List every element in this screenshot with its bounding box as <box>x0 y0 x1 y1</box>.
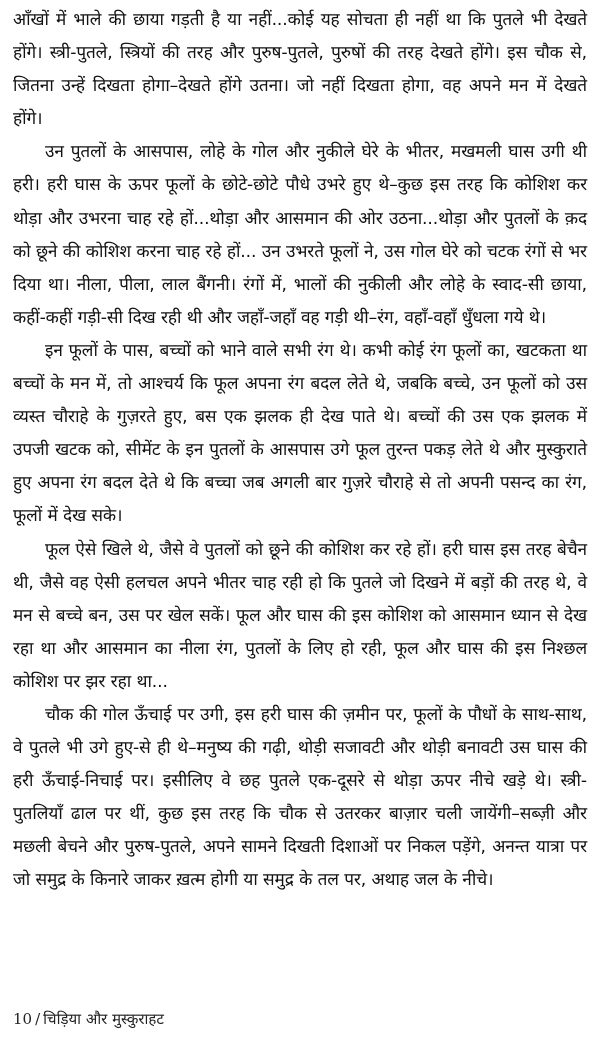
page-body <box>13 4 587 898</box>
page-number: 10 <box>13 1010 33 1028</box>
paragraph-3: इन फूलों के पास, बच्चों को भाने वाले सभी रंग थे। कभी कोई रंग फूलों का, खटकता था बच्चों के मन में, तो आश्चर्य कि फूल अपना रंग बदल लेते थे, जबकि बच्चे, उन फूलों को उस व्यस्त चौराहे के गुज़रते हुए, बस एक झलक ही देख पाते थे। बच्चों की उस एक झलक में उपजी खटक को, सीमेंट के इन पुतलों के आसपास उगे फूल तुरन्त पकड़ लेते थे और मुस्कुराते हुए अपना रंग बदल देते थे कि बच्चा जब अगली बार गुज़रे चौराहे से तो अपनी पसन्द का रंग, फूलों में देख सके। <box>13 340 587 527</box>
footer-separator: / <box>35 1010 41 1028</box>
paragraph-4: फूल ऐसे खिले थे, जैसे वे पुतलों को छूने की कोशिश कर रहे हों। हरी घास इस तरह बेचैन थी, जैसे वह ऐसी हलचल अपने भीतर चाह रही हो कि पुतले जो दिखने में बड़ों की तरह थे, वे मन से बच्चे बन, उस पर खेल सकें। फूल और घास की इस कोशिश को आसमान ध्यान से देख रहा था और आसमान का नीला रंग, पुतलों के लिए हो रही, फूल और घास की इस निश्छल कोशिश पर झर रहा था... <box>13 539 587 692</box>
paragraph-2: उन पुतलों के आसपास, लोहे के गोल और नुकीले घेरे के भीतर, मखमली घास उगी थी हरी। हरी घास के ऊपर फूलों के छोटे-छोटे पौधे उभरे हुए थे–कुछ इस तरह कि कोशिश कर थोड़ा और उभरना चाह रहे हों...थोड़ा और आसमान की ओर उठना...थोड़ा और पुतलों के क़द को छूने की कोशिश करना चाह रहे हों... उन उभरते फूलों ने, उस गोल घेरे को चटक रंगों से भर दिया था। नीला, पीला, लाल बैंगनी। रंगों में, भालों की नुकीली और लोहे के स्वाद-सी छाया, कहीं-कहीं गड़ी-सी दिख रही थी और जहाँ-जहाँ वह गड़ी थी–रंग, वहाँ-वहाँ धुँधला गये थे। <box>13 142 587 328</box>
paragraph-5: चौक की गोल ऊँचाई पर उगी, इस हरी घास की ज़मीन पर, फूलों के पौधों के साथ-साथ, वे पुतले भी उगे हुए-से ही थे–मनुष्य की गढ़ी, थोड़ी सजावटी और थोड़ी बनावटी उस घास की हरी ऊँचाई-निचाई पर। इसीलिए वे छह पुतले एक-दूसरे से थोड़ा ऊपर नीचे खड़े थे। स्त्री-पुतलियाँ ढाल पर थीं, कुछ इस तरह कि चौक से उतरकर बाज़ार चली जायेंगी–सब्ज़ी और मछली बेचने और पुरुष-पुतले, अपने सामने दिखती दिशाओं पर निकल पड़ेंगे, अनन्त यात्रा पर जो समुद्र के किनारे जाकर ख़त्म होगी या समुद्र के तल पर, अथाह जल के नीचे। <box>13 704 587 891</box>
book-title: चिड़िया और मुस्कुराहट <box>43 1010 164 1028</box>
page-footer <box>13 1009 164 1029</box>
paragraph-1: आँखों में भाले की छाया गड़ती है या नहीं...कोई यह सोचता ही नहीं था कि पुतले भी देखते होंगे। स्त्री-पुतले, स्त्रियों की तरह और पुरुष-पुतले, पुरुषों की तरह देखते होंगे। इस चौक से, जितना उन्हें दिखता होगा–देखते होंगे उतना। जो नहीं दिखता होगा, वह अपने मन में देखते होंगे। <box>13 10 587 130</box>
